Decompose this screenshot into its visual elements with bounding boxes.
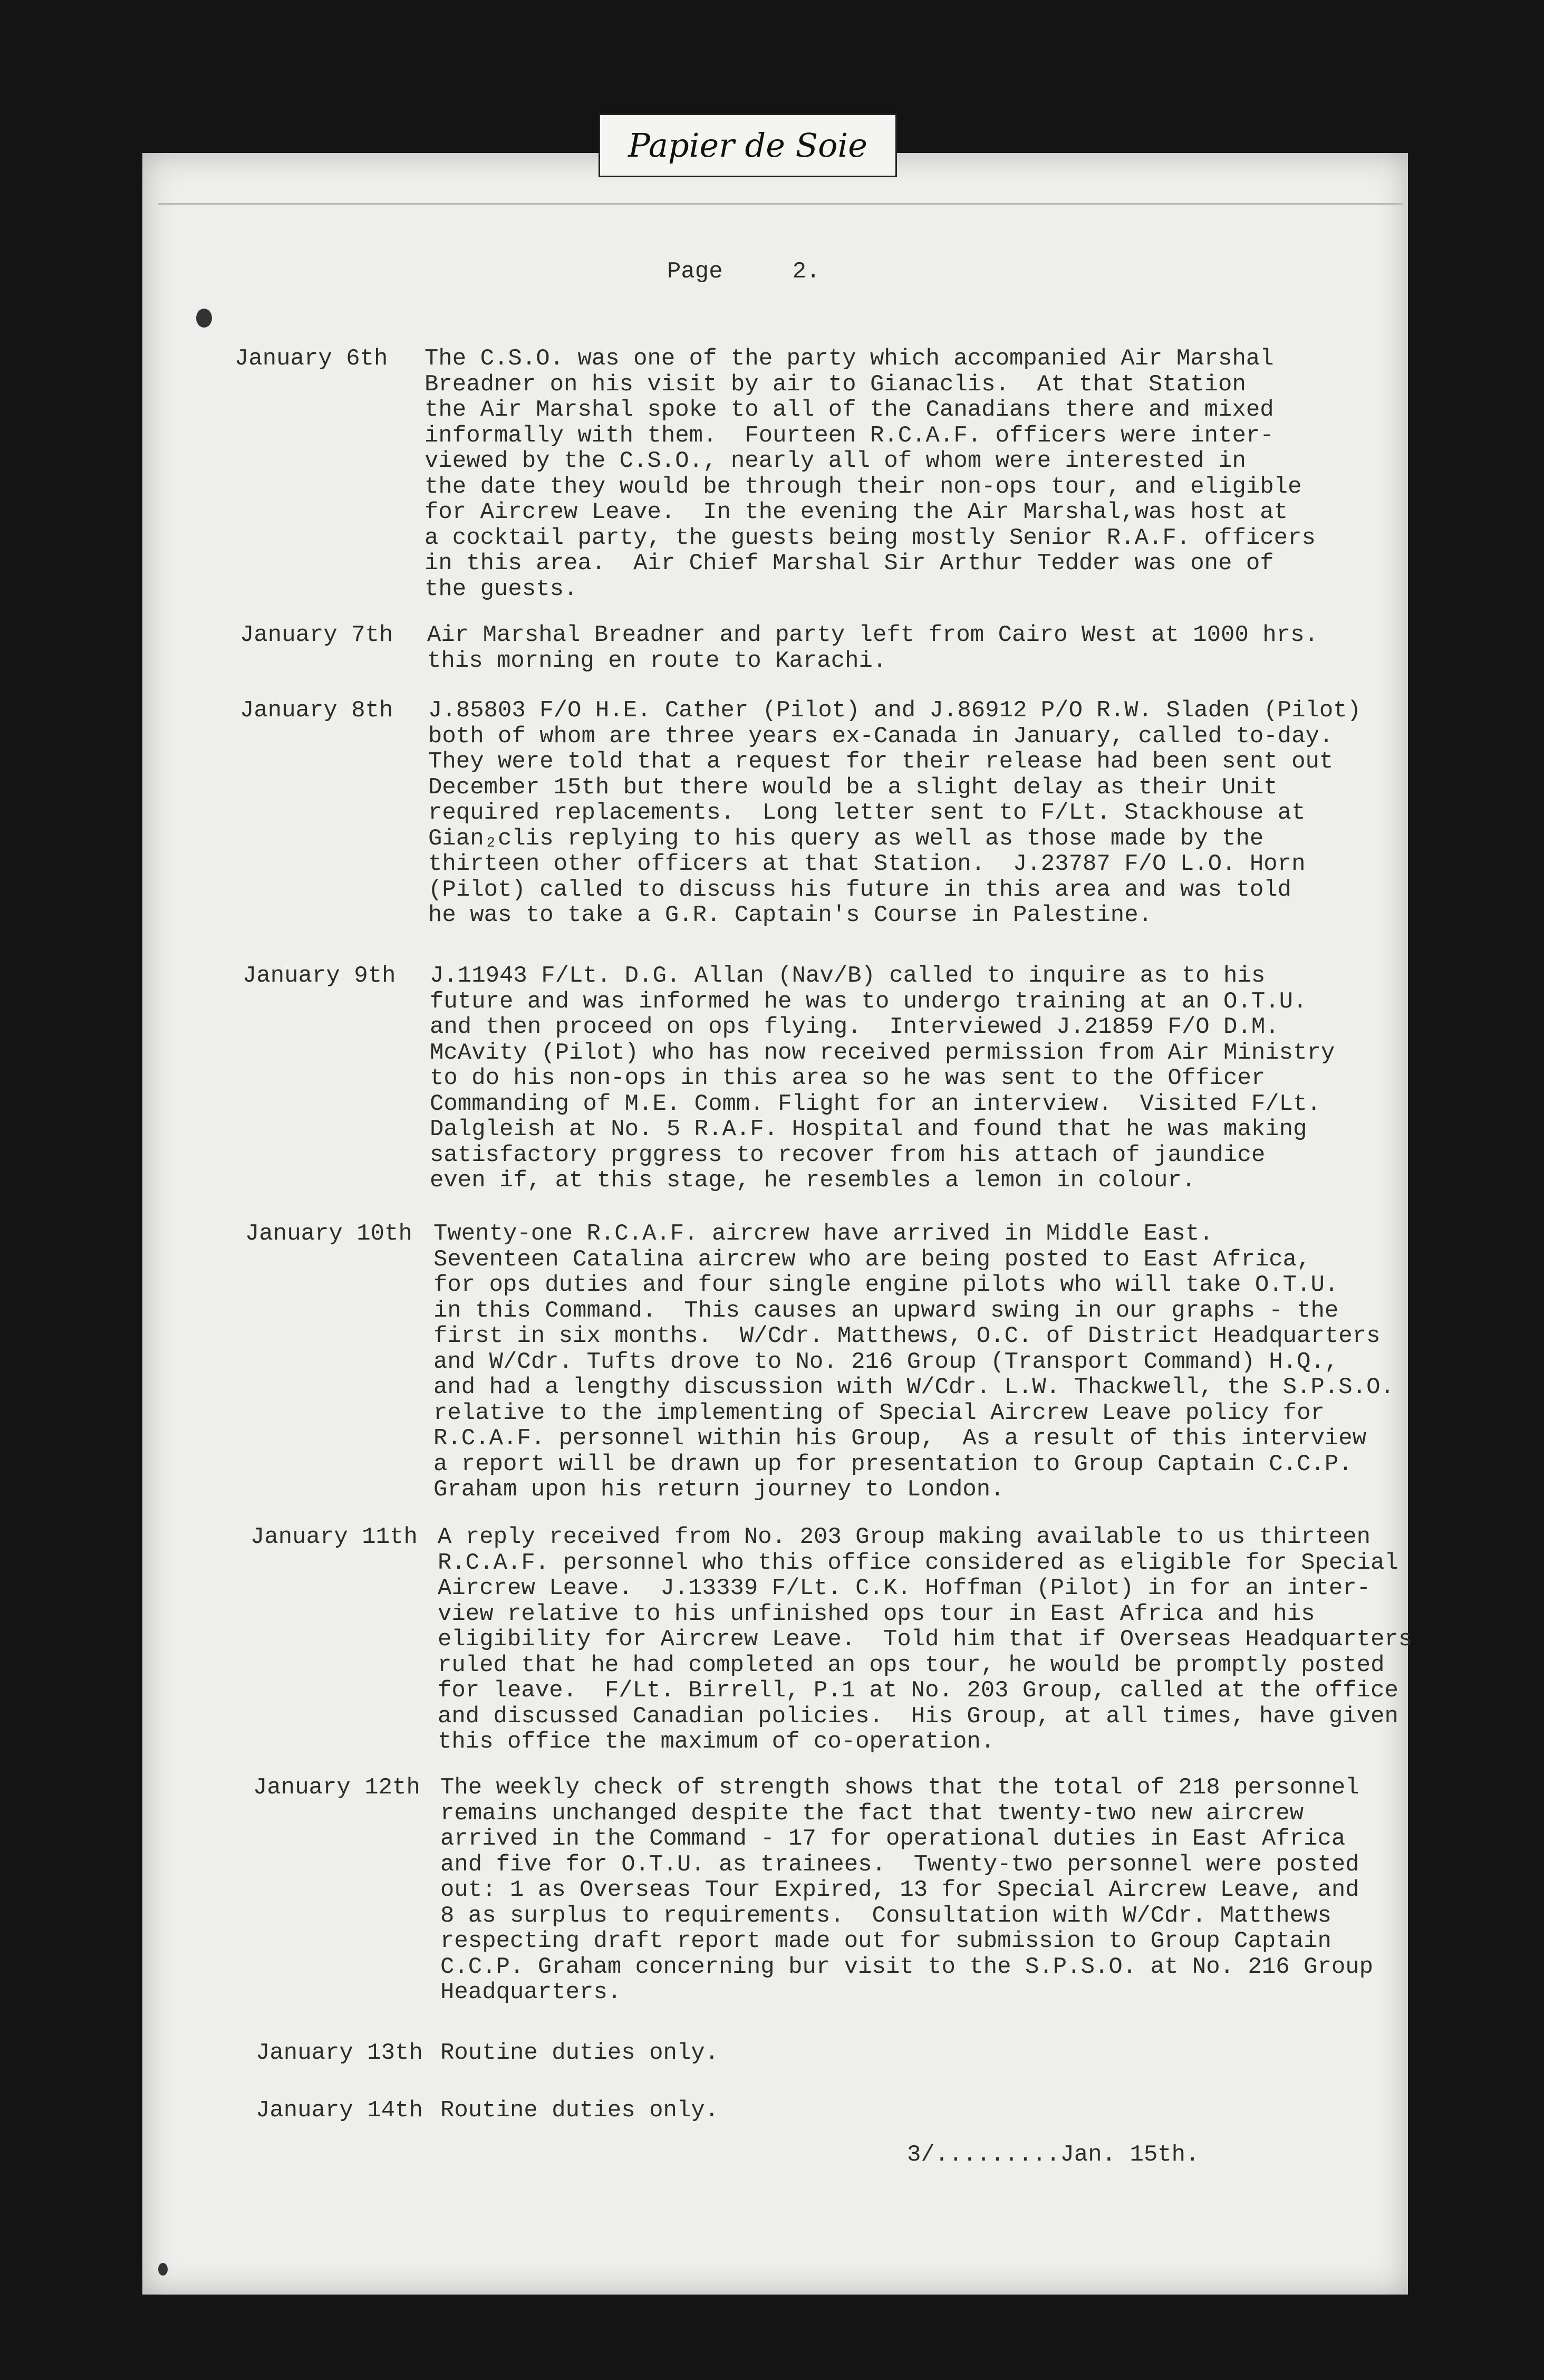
entry-text-line: for Aircrew Leave. In the evening the Air Marshal,was host at bbox=[424, 499, 1288, 525]
entry-text-line: Gian₂clis replying to his query as well as those made by the bbox=[428, 825, 1264, 852]
entry-text-line: Twenty-one R.C.A.F. aircrew have arrived in Middle East. bbox=[433, 1221, 1213, 1247]
entry-date: January 8th bbox=[240, 697, 393, 724]
entry-date: January 14th bbox=[256, 2097, 423, 2124]
entry-text-line: 8 as surplus to requirements. Consultation with W/Cdr. Matthews bbox=[440, 1902, 1331, 1929]
entry-text-line: for leave. F/Lt. Birrell, P.1 at No. 203 Group, called at the office bbox=[438, 1677, 1398, 1704]
entry-date: January 12th bbox=[253, 1774, 420, 1801]
entry-text-line: informally with them. Fourteen R.C.A.F. officers were inter- bbox=[424, 422, 1274, 449]
continuation-note: 3/.........Jan. 15th. bbox=[907, 2142, 1200, 2168]
entry-date: January 13th bbox=[256, 2040, 423, 2066]
entry-text-line: future and was informed he was to undergo training at an O.T.U. bbox=[430, 988, 1307, 1015]
entry-text bbox=[440, 2040, 719, 2066]
entry-text-line: and W/Cdr. Tufts drove to No. 216 Group (Transport Command) H.Q., bbox=[433, 1348, 1339, 1375]
entry-date: January 10th bbox=[245, 1221, 412, 1247]
entry-text-line: viewed by the C.S.O., nearly all of whom were interested in bbox=[424, 448, 1246, 474]
entry-text-line: both of whom are three years ex-Canada in January, called to-day. bbox=[428, 723, 1334, 750]
entry-text-line: the Air Marshal spoke to all of the Canadians there and mixed bbox=[424, 397, 1274, 423]
entry-text-line: even if, at this stage, he resembles a lemon in colour. bbox=[430, 1167, 1196, 1194]
entry-date: January 11th bbox=[250, 1524, 418, 1550]
entry-text bbox=[433, 1221, 1394, 1503]
entry-text-line: remains unchanged despite the fact that twenty-two new aircrew bbox=[440, 1800, 1304, 1827]
entry-text-line: and five for O.T.U. as trainees. Twenty-two personnel were posted bbox=[440, 1851, 1359, 1878]
entry-text bbox=[440, 1775, 1373, 2005]
entry-text-line: Headquarters. bbox=[440, 1979, 622, 2005]
page-number: Page 2. bbox=[667, 258, 821, 285]
entry-text-line: R.C.A.F. personnel within his Group, As a result of this interview bbox=[433, 1425, 1367, 1452]
entry-text-line: Routine duties only. bbox=[440, 2040, 719, 2066]
entry-text-line: December 15th but there would be a slight delay as their Unit bbox=[428, 774, 1278, 801]
entry-date: January 9th bbox=[243, 963, 396, 989]
entry-text-line: relative to the implementing of Special Aircrew Leave policy for bbox=[433, 1399, 1325, 1426]
entry-text bbox=[427, 622, 1318, 674]
entry-text-line: this office the maximum of co-operation. bbox=[438, 1729, 995, 1755]
entry-text-line: to do his non-ops in this area so he was sent to the Officer bbox=[430, 1065, 1266, 1091]
handwritten-label: Papier de Soie bbox=[599, 113, 897, 177]
entry-text-line: J.85803 F/O H.E. Cather (Pilot) and J.86912 P/O R.W. Sladen (Pilot) bbox=[428, 697, 1362, 724]
entry-text-line: and discussed Canadian policies. His Group, at all times, have given bbox=[438, 1703, 1398, 1730]
entry-text-line: respecting draft report made out for submission to Group Captain bbox=[440, 1928, 1331, 1954]
entry-text bbox=[428, 698, 1361, 928]
entry-text-line: required replacements. Long letter sent to F/Lt. Stackhouse at bbox=[428, 800, 1306, 826]
entry-date: January 7th bbox=[240, 622, 393, 648]
entry-text-line: Commanding of M.E. Comm. Flight for an interview. Visited F/Lt. bbox=[430, 1090, 1321, 1117]
hole-punch-mark bbox=[196, 309, 212, 328]
entry-text-line: The weekly check of strength shows that the total of 218 personnel bbox=[440, 1774, 1359, 1801]
entry-date: January 6th bbox=[235, 346, 388, 372]
entry-text-line: They were told that a request for their release had been sent out bbox=[428, 748, 1334, 775]
entry-text-line: Aircrew Leave. J.13339 F/Lt. C.K. Hoffman (Pilot) in for an inter- bbox=[438, 1575, 1371, 1601]
entry-text-line: a cocktail party, the guests being mostly Senior R.A.F. officers bbox=[424, 524, 1316, 551]
entry-text-line: out: 1 as Overseas Tour Expired, 13 for Special Aircrew Leave, and bbox=[440, 1877, 1359, 1903]
entry-text-line: McAvity (Pilot) who has now received permission from Air Ministry bbox=[430, 1039, 1335, 1066]
hole-punch-mark bbox=[158, 2263, 168, 2276]
entry-text-line: Dalgleish at No. 5 R.A.F. Hospital and found that he was making bbox=[430, 1116, 1307, 1143]
entry-text bbox=[424, 346, 1316, 602]
entry-text-line: ruled that he had completed an ops tour, he would be promptly posted bbox=[438, 1652, 1385, 1678]
entry-text-line: and then proceed on ops flying. Interviewed J.21859 F/O D.M. bbox=[430, 1014, 1279, 1040]
entry-text-line: The C.S.O. was one of the party which accompanied Air Marshal bbox=[424, 346, 1274, 372]
entry-text-line: A reply received from No. 203 Group making available to us thirteen bbox=[438, 1524, 1371, 1550]
entry-text-line: view relative to his unfinished ops tour in East Africa and his bbox=[438, 1600, 1315, 1627]
entry-text-line: (Pilot) called to discuss his future in this area and was told bbox=[428, 876, 1292, 903]
entry-text-line: in this area. Air Chief Marshal Sir Arthur Tedder was one of bbox=[424, 550, 1274, 577]
entry-text-line: arrived in the Command - 17 for operational duties in East Africa bbox=[440, 1826, 1346, 1852]
entry-text-line: he was to take a G.R. Captain's Course in Palestine. bbox=[428, 902, 1153, 928]
entry-text bbox=[440, 2098, 719, 2124]
entry-text bbox=[430, 963, 1335, 1194]
entry-text-line: the guests. bbox=[424, 575, 578, 602]
entry-text-line: R.C.A.F. personnel who this office considered as eligible for Special bbox=[438, 1549, 1398, 1576]
entry-text-line: in this Command. This causes an upward swing in our graphs - the bbox=[433, 1297, 1339, 1324]
entry-text-line: for ops duties and four single engine pilots who will take O.T.U. bbox=[433, 1272, 1339, 1298]
entry-text-line: Breadner on his visit by air to Gianaclis. At that Station bbox=[424, 371, 1246, 398]
entry-text-line: this morning en route to Karachi. bbox=[427, 647, 887, 674]
entry-text-line: first in six months. W/Cdr. Matthews, O.C. of District Headquarters bbox=[433, 1323, 1381, 1349]
entry-text-line: eligibility for Aircrew Leave. Told him that if Overseas Headquarters bbox=[438, 1626, 1413, 1653]
entry-text-line: and had a lengthy discussion with W/Cdr. L.W. Thackwell, the S.P.S.O. bbox=[433, 1374, 1394, 1400]
entry-text-line: Seventeen Catalina aircrew who are being posted to East Africa, bbox=[433, 1246, 1311, 1273]
entry-text-line: a report will be drawn up for presentation to Group Captain C.C.P. bbox=[433, 1451, 1353, 1477]
page-edge-line bbox=[158, 203, 1403, 205]
entry-text-line: C.C.P. Graham concerning bur visit to the S.P.S.O. at No. 216 Group bbox=[440, 1953, 1374, 1980]
entry-text-line: thirteen other officers at that Station. J.23787 F/O L.O. Horn bbox=[428, 851, 1306, 877]
entry-text-line: Routine duties only. bbox=[440, 2097, 719, 2124]
entry-text-line: Air Marshal Breadner and party left from Cairo West at 1000 hrs. bbox=[427, 622, 1318, 648]
entry-text-line: J.11943 F/Lt. D.G. Allan (Nav/B) called to inquire as to his bbox=[430, 963, 1266, 989]
entry-text bbox=[438, 1524, 1412, 1755]
entry-text-line: the date they would be through their non-ops tour, and eligible bbox=[424, 473, 1302, 500]
entry-text-line: satisfactory prggress to recover from his attach of jaundice bbox=[430, 1141, 1266, 1168]
entry-text-line: Graham upon his return journey to London. bbox=[433, 1476, 1005, 1503]
